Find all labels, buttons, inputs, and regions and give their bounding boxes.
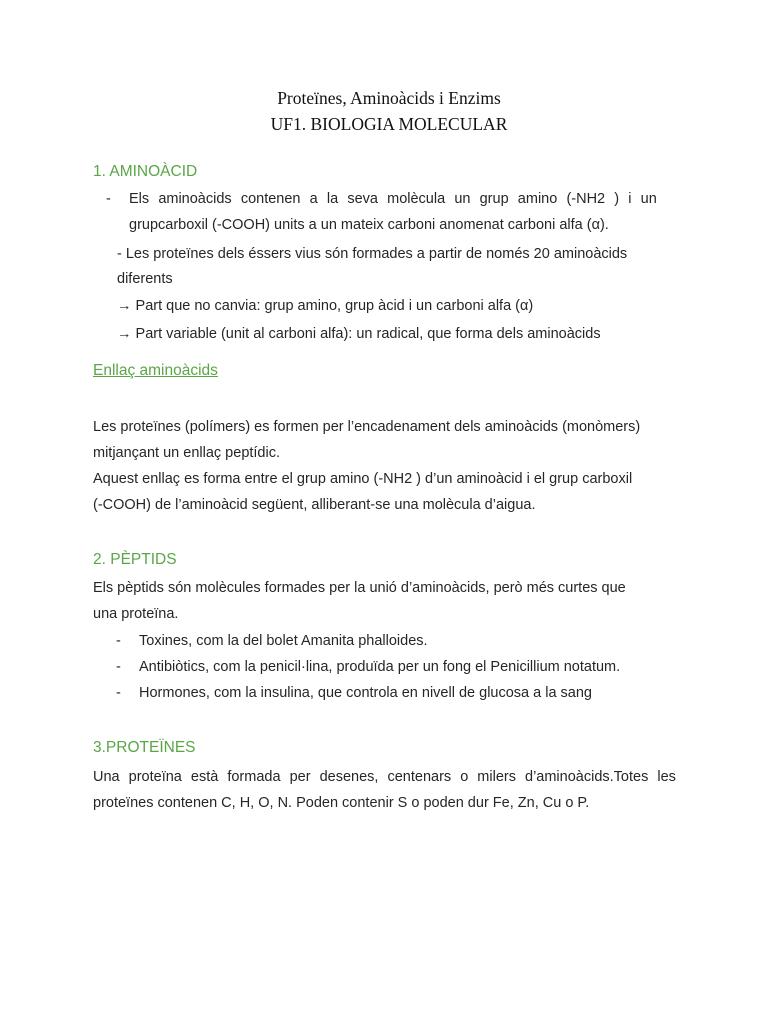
word: o (460, 769, 469, 785)
document-title: Proteïnes, Aminoàcids i Enzims (277, 88, 501, 108)
word: (-NH2 (566, 191, 606, 207)
paragraph-line: proteïnes contenen C, H, O, N. Poden contenir S o poden dur Fe, Zn, Cu o P. (93, 795, 590, 811)
word: per (289, 769, 311, 785)
word: ) (614, 191, 620, 207)
word: Una (93, 769, 120, 785)
word: un (640, 191, 657, 207)
list-item-hormones: Hormones, com la insulina, que controla en nivell de glucosa a la sang (139, 685, 592, 701)
paragraph-line (93, 769, 676, 785)
word: aminoàcids (158, 191, 232, 207)
bullet-marker: - (116, 633, 121, 649)
paragraph-line: Les proteïnes (polímers) es formen per l’encadenament dels aminoàcids (monòmers) (93, 419, 641, 435)
bullet-proteins-line1: - Les proteïnes dels éssers vius són formades a partir de només 20 aminoàcids (117, 246, 628, 262)
word: grup (479, 191, 509, 207)
bullet-aminoacid-line1 (129, 191, 657, 207)
bullet-marker: - (116, 659, 121, 675)
word: contenen (240, 191, 301, 207)
word: a (309, 191, 318, 207)
word: un (454, 191, 471, 207)
word: formada (227, 769, 281, 785)
arrow-item-fixed-part: → Part que no canvia: grup amino, grup àcid i un carboni alfa (α) (117, 298, 534, 314)
word: molècula (387, 191, 446, 207)
document-subtitle: UF1. BIOLOGIA MOLECULAR (270, 114, 508, 134)
paragraph-line: Els pèptids són molècules formades per la unió d’aminoàcids, però més curtes que (93, 580, 626, 596)
word: les (657, 769, 676, 785)
list-item-antibiotics: Antibiòtics, com la penicil·lina, produïda per un fong el Penicillium notatum. (139, 659, 621, 675)
paragraph-line: (-COOH) de l’aminoàcid següent, alliberant-se una molècula d’aigua. (93, 497, 536, 513)
paragraph-line: mitjançant un enllaç peptídic. (93, 445, 280, 461)
word: milers (477, 769, 516, 785)
word: la (326, 191, 339, 207)
word: Els (129, 191, 150, 207)
arrow-item-variable-part: → Part variable (unit al carboni alfa): un radical, que forma dels aminoàcids (117, 326, 601, 342)
bullet-proteins-line2: diferents (117, 271, 173, 287)
bullet-marker: - (106, 191, 111, 207)
word: proteïna (128, 769, 182, 785)
bullet-marker: - (116, 685, 121, 701)
word: seva (347, 191, 378, 207)
list-item-toxines: Toxines, com la del bolet Amanita phalloides. (139, 633, 428, 649)
section-heading-proteines: 3.PROTEÏNES (93, 739, 196, 756)
word: amino (517, 191, 558, 207)
section-heading-aminoacid: 1. AMINOÀCID (93, 163, 198, 180)
section-heading-peptids: 2. PÈPTIDS (93, 551, 177, 568)
bullet-aminoacid-line2: grupcarboxil (-COOH) units a un mateix carboni anomenat carboni alfa (α). (129, 217, 609, 233)
word: d’aminoàcids.Totes (525, 769, 649, 785)
paragraph-line: Aquest enllaç es forma entre el grup amino (-NH2 ) d’un aminoàcid i el grup carboxil (93, 471, 633, 487)
paragraph-line: una proteïna. (93, 606, 179, 622)
word: centenars (387, 769, 452, 785)
word: està (190, 769, 219, 785)
section-heading-enllac: Enllaç aminoàcids (93, 362, 218, 379)
word: desenes, (319, 769, 379, 785)
word: i (628, 191, 632, 207)
